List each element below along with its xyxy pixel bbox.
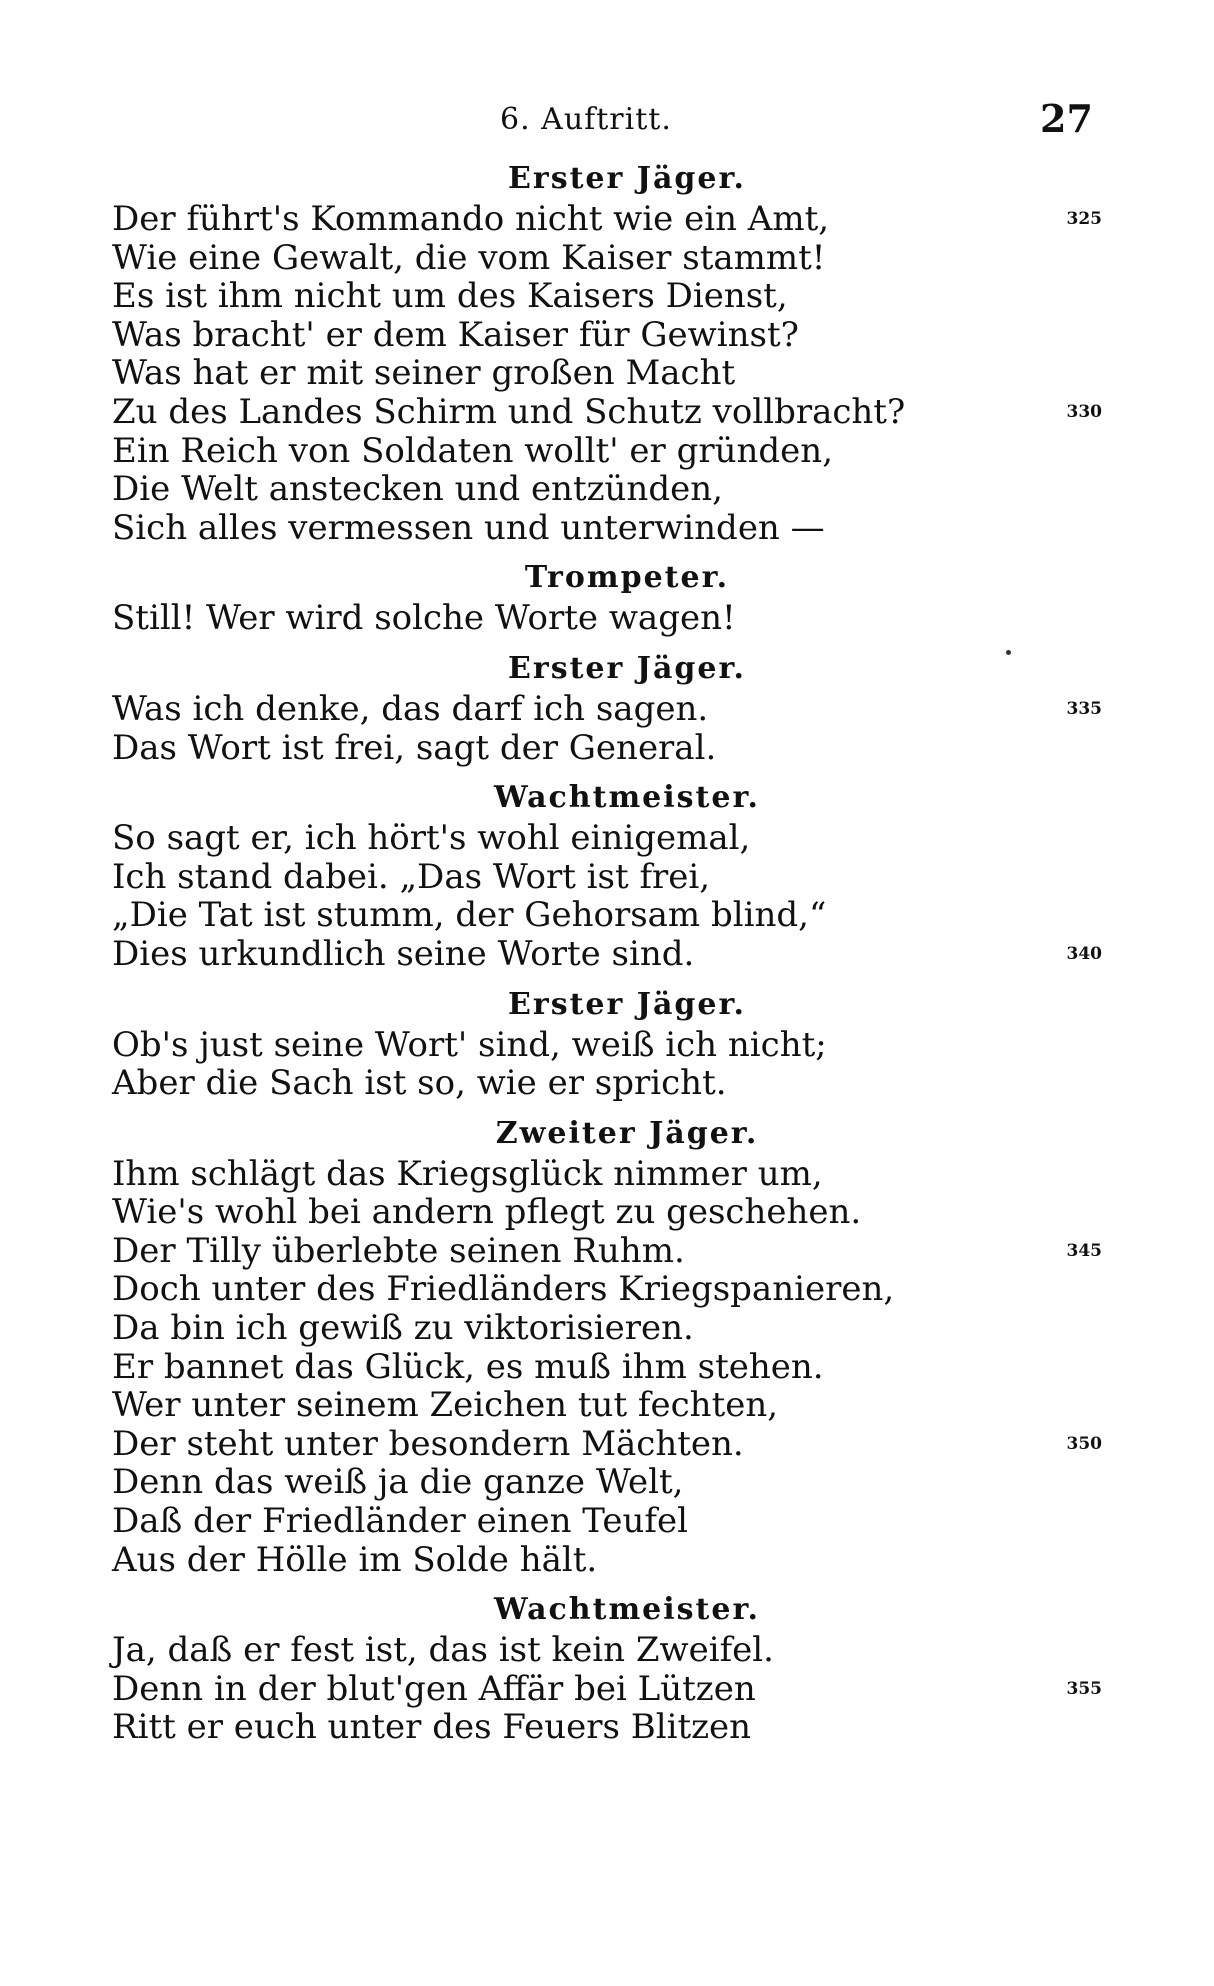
verse-text: Denn in der blut'gen Affär bei Lützen (112, 1668, 756, 1709)
verse-text: Der steht unter besondern Mächten. (112, 1423, 744, 1464)
verse-line (112, 1670, 1102, 1709)
verse-text: So sagt er, ich hört's wohl einigemal, (112, 818, 751, 859)
verse-text: Aus der Hölle im Solde hält. (112, 1539, 598, 1580)
dialogue-text (112, 158, 1102, 1757)
line-number: 345 (1066, 1240, 1102, 1261)
verse-line (112, 354, 1102, 393)
speaker-name: Trompeter. (524, 560, 730, 596)
verse-line (112, 819, 1102, 858)
verse-line (112, 432, 1102, 471)
verse-line (112, 1026, 1102, 1065)
verse-text: Daß der Friedländer einen Teufel (112, 1501, 688, 1542)
verse-line (112, 1502, 1102, 1541)
verse-text: Still! Wer wird solche Worte wagen! (112, 598, 736, 639)
speech-block (112, 777, 1102, 973)
verse-text: Doch unter des Friedländers Kriegspanieren, (112, 1269, 895, 1310)
verse-text: Da bin ich gewiß zu viktorisieren. (112, 1308, 694, 1349)
verse-text: Denn das weiß ja die ganze Welt, (112, 1462, 684, 1503)
verse-text: Ihm schlägt das Kriegsglück nimmer um, (112, 1153, 823, 1194)
verse-text: „Die Tat ist stumm, der Gehorsam blind,“ (112, 895, 827, 936)
verse-line (112, 1708, 1102, 1747)
verse-line (112, 509, 1102, 548)
line-number: 325 (1066, 209, 1102, 229)
page-number: 27 (1040, 96, 1093, 141)
speaker-name: Erster Jäger. (508, 986, 746, 1022)
verse-text: Ich stand dabei. „Das Wort ist frei, (112, 856, 711, 897)
verse-line (112, 1270, 1102, 1309)
verse-line (112, 935, 1102, 974)
verse-text: Dies urkundlich seine Worte sind. (112, 933, 695, 974)
verse-text: Ja, daß er fest ist, das ist kein Zweifel. (112, 1630, 774, 1671)
speaker-name: Wachtmeister. (493, 1592, 760, 1628)
verse-line (112, 1348, 1102, 1387)
verse-line (112, 599, 1102, 638)
verse-line (112, 200, 1102, 239)
verse-line (112, 1631, 1102, 1670)
verse-line (112, 1463, 1102, 1502)
verse-line (112, 239, 1102, 278)
line-number: 350 (1066, 1433, 1102, 1454)
speech-block (112, 984, 1102, 1103)
speaker-name: Erster Jäger. (508, 650, 746, 686)
verse-line (112, 277, 1102, 316)
speech-block (112, 1113, 1102, 1580)
verse-text: Der Tilly überlebte seinen Ruhm. (112, 1230, 685, 1271)
verse-line (112, 1155, 1102, 1194)
speaker-name: Wachtmeister. (493, 780, 760, 816)
verse-text: Es ist ihm nicht um des Kaisers Dienst, (112, 276, 788, 317)
speech-block (112, 557, 1102, 638)
verse-line (112, 1541, 1102, 1580)
line-number: 330 (1066, 401, 1102, 422)
verse-text: Ritt er euch unter des Feuers Blitzen (112, 1707, 752, 1748)
verse-text: Ein Reich von Soldaten wollt' er gründen, (112, 430, 834, 471)
line-number: 335 (1066, 698, 1102, 719)
verse-line (112, 858, 1102, 897)
verse-line (112, 1425, 1102, 1464)
speech-block (112, 1589, 1102, 1747)
verse-line (112, 1386, 1102, 1425)
verse-text: Zu des Landes Schirm und Schutz vollbracht? (112, 391, 906, 432)
verse-line (112, 896, 1102, 935)
verse-text: Die Welt anstecken und entzünden, (112, 469, 723, 510)
line-number: 355 (1066, 1678, 1102, 1699)
verse-line (112, 1309, 1102, 1348)
verse-text: Das Wort ist frei, sagt der General. (112, 727, 717, 768)
verse-text: Der führt's Kommando nicht wie ein Amt, (112, 199, 830, 239)
speaker-name: Zweiter Jäger. (495, 1115, 759, 1151)
verse-line (112, 393, 1102, 432)
verse-text: Wer unter seinem Zeichen tut fechten, (112, 1385, 779, 1426)
running-title: 6. Auftritt. (500, 102, 672, 137)
verse-line (112, 470, 1102, 509)
verse-text: Ob's just seine Wort' sind, weiß ich nicht; (112, 1024, 827, 1065)
running-head (0, 96, 1214, 146)
verse-line (112, 1064, 1102, 1103)
speaker-name: Erster Jäger. (508, 161, 746, 196)
verse-text: Was hat er mit seiner großen Macht (112, 353, 736, 394)
verse-line (112, 1193, 1102, 1232)
speech-block (112, 648, 1102, 767)
verse-text: Wie's wohl bei andern pflegt zu geschehen. (112, 1192, 862, 1233)
verse-line (112, 1232, 1102, 1271)
verse-line (112, 690, 1102, 729)
verse-text: Was ich denke, das darf ich sagen. (112, 688, 709, 729)
verse-line (112, 729, 1102, 768)
line-number: 340 (1066, 943, 1102, 964)
verse-text: Was bracht' er dem Kaiser für Gewinst? (112, 314, 799, 355)
verse-text: Sich alles vermessen und unterwinden — (112, 507, 825, 548)
verse-text: Wie eine Gewalt, die vom Kaiser stammt! (112, 237, 826, 278)
verse-line (112, 316, 1102, 355)
verse-text: Aber die Sach ist so, wie er spricht. (112, 1063, 727, 1104)
verse-text: Er bannet das Glück, es muß ihm stehen. (112, 1346, 824, 1387)
speech-block (112, 158, 1102, 547)
